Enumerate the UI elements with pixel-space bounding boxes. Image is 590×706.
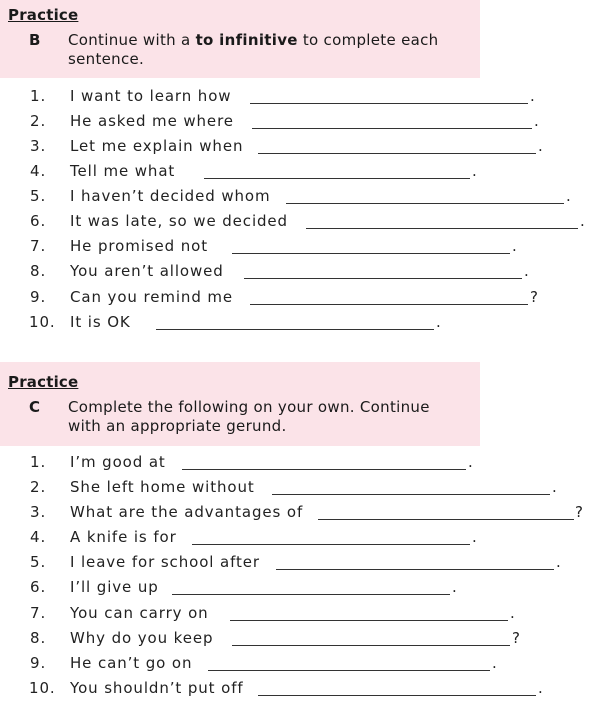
item-end: . — [538, 679, 544, 697]
item-end: . — [534, 112, 540, 130]
answer-blank[interactable] — [230, 620, 508, 621]
item-number: 4. — [30, 162, 47, 180]
item-number: 9. — [30, 288, 47, 306]
item-text: I’ll give up — [70, 578, 159, 596]
exercise-letter: C — [29, 398, 41, 416]
exercise-item — [0, 262, 590, 284]
item-number: 3. — [30, 137, 47, 155]
item-number: 2. — [30, 478, 47, 496]
item-text: You can carry on — [70, 604, 209, 622]
item-number: 10. — [29, 679, 56, 697]
item-number: 5. — [30, 553, 47, 571]
answer-blank[interactable] — [318, 519, 574, 520]
item-number: 7. — [30, 237, 47, 255]
item-text: She left home without — [70, 478, 255, 496]
practice-title: Practice — [8, 6, 79, 24]
item-number: 8. — [30, 629, 47, 647]
item-number: 6. — [30, 212, 47, 230]
item-end: . — [468, 453, 474, 471]
item-text: He promised not — [70, 237, 208, 255]
item-end: ? — [512, 629, 521, 647]
item-end: . — [580, 212, 586, 230]
exercise-item — [0, 629, 590, 651]
practice-title: Practice — [8, 373, 79, 391]
instruction: Complete the following on your own. Continue with an appropriate gerund. — [68, 398, 430, 435]
item-text: What are the advantages of — [70, 503, 304, 521]
answer-blank[interactable] — [250, 304, 528, 305]
exercise-item — [0, 237, 590, 259]
answer-blank[interactable] — [192, 544, 470, 545]
item-text: Tell me what — [70, 162, 176, 180]
practice-section-b — [0, 0, 590, 340]
item-number: 1. — [30, 87, 47, 105]
item-text: Let me explain when — [70, 137, 244, 155]
exercise-item — [0, 313, 590, 335]
answer-blank[interactable] — [208, 670, 490, 671]
answer-blank[interactable] — [306, 228, 578, 229]
exercise-item — [0, 478, 590, 500]
item-number: 4. — [30, 528, 47, 546]
exercise-item — [0, 654, 590, 676]
instruction-post: to complete each sentence. — [68, 31, 439, 68]
item-text: You shouldn’t put off — [70, 679, 244, 697]
exercise-item — [0, 578, 590, 600]
item-number: 5. — [30, 187, 47, 205]
item-number: 3. — [30, 503, 47, 521]
item-end: . — [510, 604, 516, 622]
exercise-item — [0, 288, 590, 310]
item-end: . — [530, 87, 536, 105]
item-end: . — [472, 162, 478, 180]
item-number: 2. — [30, 112, 47, 130]
item-text: Can you remind me — [70, 288, 234, 306]
item-end: . — [452, 578, 458, 596]
exercise-item — [0, 212, 590, 234]
answer-blank[interactable] — [232, 645, 510, 646]
answer-blank[interactable] — [244, 278, 522, 279]
item-number: 8. — [30, 262, 47, 280]
exercise-letter: B — [29, 31, 41, 49]
answer-blank[interactable] — [272, 494, 550, 495]
item-end: . — [566, 187, 572, 205]
exercise-item — [0, 187, 590, 209]
item-end: . — [538, 137, 544, 155]
item-number: 10. — [29, 313, 56, 331]
exercise-item — [0, 528, 590, 550]
answer-blank[interactable] — [182, 469, 466, 470]
item-text: You aren’t allowed — [70, 262, 224, 280]
instruction-bold: to infinitive — [195, 31, 298, 49]
item-number: 7. — [30, 604, 47, 622]
item-end: ? — [530, 288, 539, 306]
item-text: I’m good at — [70, 453, 166, 471]
instruction — [68, 31, 468, 69]
answer-blank[interactable] — [276, 569, 554, 570]
item-text: I want to learn how — [70, 87, 232, 105]
exercise-item — [0, 679, 590, 701]
answer-blank[interactable] — [172, 594, 450, 595]
exercise-item — [0, 503, 590, 525]
item-number: 1. — [30, 453, 47, 471]
item-number: 6. — [30, 578, 47, 596]
item-text: I leave for school after — [70, 553, 260, 571]
item-end: . — [472, 528, 478, 546]
item-text: It is OK — [70, 313, 131, 331]
item-end: ? — [575, 503, 584, 521]
answer-blank[interactable] — [250, 103, 528, 104]
item-end: . — [512, 237, 518, 255]
exercise-item — [0, 553, 590, 575]
exercise-item — [0, 112, 590, 134]
exercise-item — [0, 453, 590, 475]
exercise-item — [0, 162, 590, 184]
practice-section-c — [0, 362, 590, 706]
answer-blank[interactable] — [204, 178, 470, 179]
item-text: He can’t go on — [70, 654, 193, 672]
item-end: . — [556, 553, 562, 571]
answer-blank[interactable] — [258, 153, 536, 154]
item-end: . — [524, 262, 530, 280]
item-end: . — [552, 478, 558, 496]
answer-blank[interactable] — [156, 329, 434, 330]
item-text: Why do you keep — [70, 629, 214, 647]
answer-blank[interactable] — [258, 695, 536, 696]
instruction-pre: Continue with a — [68, 31, 196, 49]
exercise-item — [0, 604, 590, 626]
item-end: . — [492, 654, 498, 672]
answer-blank[interactable] — [232, 253, 510, 254]
answer-blank[interactable] — [286, 203, 564, 204]
item-text: He asked me where — [70, 112, 234, 130]
item-number: 9. — [30, 654, 47, 672]
answer-blank[interactable] — [252, 128, 532, 129]
exercise-item — [0, 137, 590, 159]
item-text: It was late, so we decided — [70, 212, 288, 230]
item-text: A knife is for — [70, 528, 177, 546]
item-end: . — [436, 313, 442, 331]
exercise-item — [0, 87, 590, 109]
item-text: I haven’t decided whom — [70, 187, 271, 205]
